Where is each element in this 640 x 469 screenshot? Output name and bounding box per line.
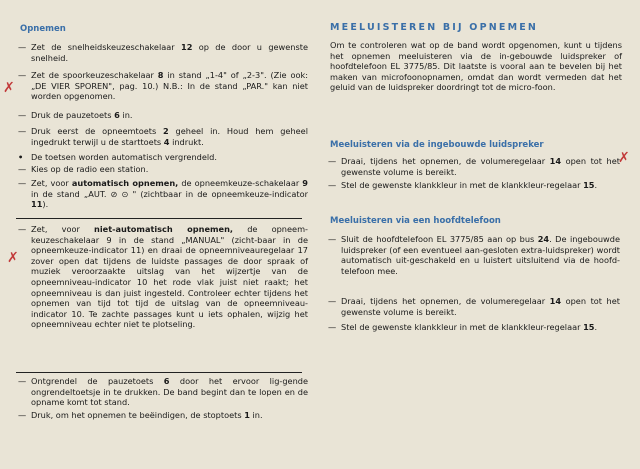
subheading-speaker: Meeluisteren via de ingebouwde luidspreker (330, 140, 544, 150)
pen-x-mark: ✗ (3, 80, 15, 96)
subheading-headphones: Meeluisteren via een hoofdtelefoon (330, 216, 501, 226)
pen-x-mark: ✗ (7, 250, 19, 266)
intro-paragraph: Om te controleren wat op de band wordt opgenomen, kunt u tijdens het opnemen meeluisteren via de in-gebouwde luidspreker of hoofdtelefoon EL 3775/85. Dit laatste is vooral aan te bevelen bij het maken van microfoonopnamen, omdat dan wordt vermeden dat het geluid van de luidspreker doordringt tot de micro-foon. (330, 40, 622, 93)
divider (16, 372, 302, 373)
section-heading-opnemen: Opnemen (20, 24, 66, 34)
pen-x-mark: ✗ (618, 150, 630, 166)
section-heading-meeluisteren: MEELUISTEREN BIJ OPNEMEN (330, 22, 539, 33)
manual-page: Opnemen — Zet de snelheidskeuzeschakelaar 12 op de door u gewenste snelheid. — Zet de spoorkeuzeschakelaar 8 in stand „1-4" of „2-3". (Zie ook: „DE VIER SPOREN", pag. 10.) N.B.: In de stand „PAR." kan niet worden opgenomen. — Druk de pauzetoets 6 in. — Druk eerst de opneemtoets 2 geheel in. Houd hem geheel ingedrukt terwijl u de starttoets 4 indrukt. • De toetsen worden automatisch vergrendeld. — Kies op de radio een station. — Zet, voor automatisch opnemen, de opneemkeuze-schakelaar 9 in de stand „AUT. ⊘ ⊙ " (zichtbaar in de opneemkeuze-indicator 11). — Zet, voor niet-automatisch opnemen, de opneem-keuzeschakelaar 9 in de stand „MANUAL" (zicht-baar in de opneemkeuze-indicator 11) en draai de opneemniveauregelaar 17 zover open dat tijdens de luidste passages de door spraak of muziek veroorzaakte uitslag van het wijzertje van de opneemniveau-indicator 10 het rode vlak juist niet raakt; het opneemniveau is dan juist ingesteld. Controleer echter tijdens het opnemen van tijd tot tijd de uitslag van de opneemniveau-indicator 10. Te zachte passages kunt u iets ophalen, wijzig het opneemniveau echter niet te plotseling. — Ontgrendel de pauzetoets 6 door het ervoor lig-gende ongrendeltoetsje in te drukken. De band begint dan te lopen en de opname komt tot stand. — Druk, om het opnemen te beëindigen, de stoptoets 1 in. ✗ ✗ MEELUISTEREN BIJ OPNEMEN Om te controleren wat op de band wordt opgenomen, kunt u tijdens het opnemen meeluisteren via de in-gebouwde luidspreker of hoofdtelefoon EL 3775/85. Dit laatste is vooral aan te bevelen bij het maken van microfoonopnamen, omdat dan wordt vermeden dat het geluid van de luidspreker doordringt tot de micro-foon. Meeluisteren via de ingebouwde luidspreker — Draai, tijdens het opnemen, de volumeregelaar 14 open tot het gewenste volume is bereikt. — Stel de gewenste klankkleur in met de klankkleur-regelaar 15. Meeluisteren via een hoofdtelefoon — Sluit de hoofdtelefoon EL 3775/85 aan op bus 24. De ingebouwde luidspreker (of een eventueel aan-gesloten extra-luidspreker) wordt automatisch uit-geschakeld en u luistert uitsluitend via de hoofd-telefoon mee. — Draai, tijdens het opnemen, de volumeregelaar 14 open tot het gewenste volume is bereikt. — Stel de gewenste klankkleur in met de klankkleur-regelaar 15. ✗ (3, 22, 630, 420)
divider (16, 218, 302, 219)
